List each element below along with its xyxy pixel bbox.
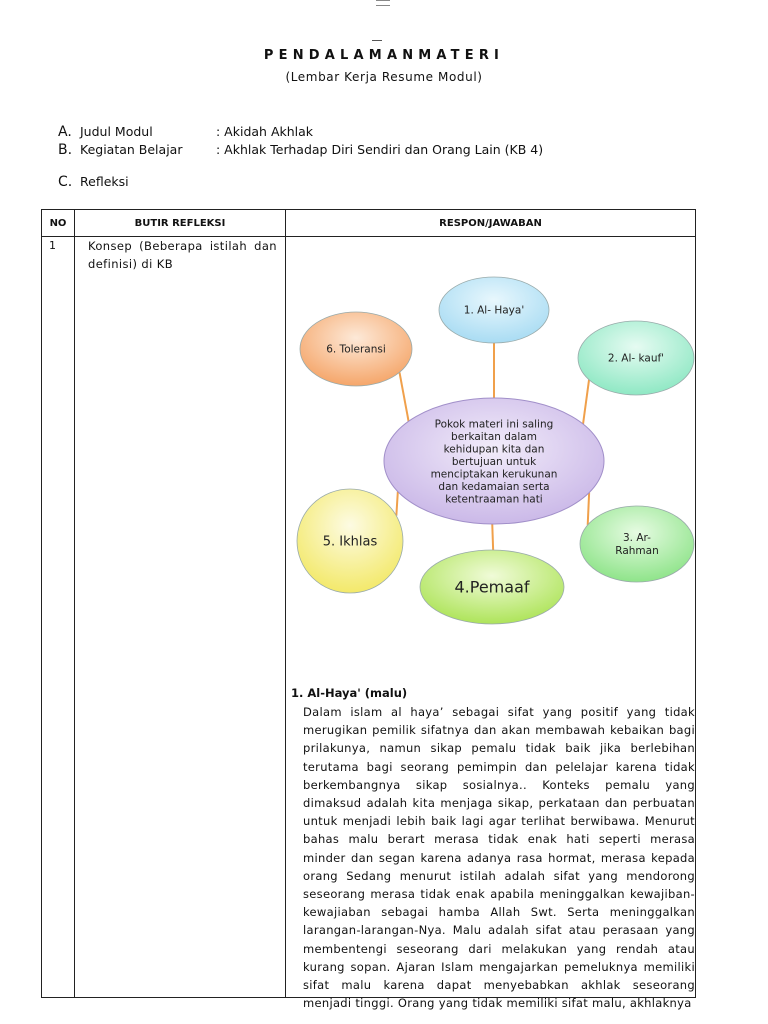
meta-letter: B. xyxy=(58,142,73,158)
meta-kegiatan-belajar xyxy=(58,142,543,158)
concept-node-label: 4.Pemaaf xyxy=(454,577,530,597)
point-paragraph: Dalam islam al haya’ sebagai sifat yang positif yang tidak merugikan pemilik sifatnya dan akan membawah kebaikan bagi prilakunya, namun sikap pemalu tidak baik jika berlebihan terutama bagi seorang pemimpin dan pelelajar karena tidak berkembangnya sikap sosialnya.. Konteks pemalu yang dimaksud adalah kita menjaga sikap, perkataan dan perbuatan untuk menjadi lebih baik lagi agar terlihat berwibawa. Menurut bahas malu berart merasa tidak enak hati seperti merasa minder dan segan karena adanya rasa hormat, merasa kepada orang Sedang menurut istilah adalah sifat yang mendorong seseorang merasa tidak enak apabila meninggalkan kewajiban-kewajiaban sebagai hamba Allah Swt. Serta meninggalkan larangan-larangan-Nya. Malu adalah sifat atau perasaan yang membentengi seseorang dari melakukan yang rendah atau kurang sopan. Ajaran Islam mengajarkan pemeluknya memiliki sifat malu karena dapat menyebabkan akhlak seseorang menjadi tinggi. Orang yang tidak memiliki sifat malu, akhlaknya xyxy=(303,705,695,1011)
meta-label: Refleksi xyxy=(80,174,129,189)
meta-refleksi xyxy=(58,174,129,190)
header-butir-refleksi: BUTIR REFLEKSI xyxy=(75,210,286,237)
table-row xyxy=(42,237,696,998)
connector-line xyxy=(399,372,408,421)
connector-line xyxy=(583,380,589,424)
page-top-mark xyxy=(376,0,390,6)
concept-node-ellipse xyxy=(580,506,694,582)
concept-node-label: 1. Al- Haya' xyxy=(463,304,525,317)
header-respon-jawaban: RESPON/JAWABAN xyxy=(286,210,696,237)
table-header-row xyxy=(42,210,696,237)
row-number: 1 xyxy=(42,237,75,998)
connector-line xyxy=(492,524,493,550)
page-subtitle: (Lembar Kerja Resume Modul) xyxy=(285,70,483,84)
header-no: NO xyxy=(42,210,75,237)
meta-letter: A. xyxy=(58,124,72,140)
center-concept-text: Pokok materi ini saling berkaitan dalam kehidupan kita dan bertujuan untuk menciptakan kerukunan dan kedamaian serta ketentraaman hati xyxy=(430,418,558,506)
row-butir: Konsep (Beberapa istilah dan definisi) di KB xyxy=(75,237,286,998)
title-dash xyxy=(372,40,382,41)
meta-judul-modul xyxy=(58,124,313,140)
connector-line xyxy=(396,492,398,516)
point-title: 1. Al-Haya' (malu) xyxy=(291,686,408,700)
concept-node-label: 6. Toleransi xyxy=(326,343,386,356)
row-response xyxy=(286,237,696,1011)
meta-value: : Akidah Akhlak xyxy=(216,124,314,139)
reflection-table xyxy=(41,209,696,1011)
concept-node-label: 3. Ar-Rahman xyxy=(615,532,659,557)
concept-node-label: 5. Ikhlas xyxy=(322,534,378,550)
page-title: PENDALAMANMATERI xyxy=(263,48,505,63)
connector-line xyxy=(588,493,589,525)
meta-value: : Akhlak Terhadap Diri Sendiri dan Orang Lain (KB 4) xyxy=(216,142,544,157)
meta-letter: C. xyxy=(58,174,73,190)
concept-node-label: 2. Al- kauf' xyxy=(607,352,665,365)
meta-label: Judul Modul xyxy=(80,124,153,139)
meta-label: Kegiatan Belajar xyxy=(80,142,183,157)
concept-map-diagram xyxy=(286,277,697,617)
